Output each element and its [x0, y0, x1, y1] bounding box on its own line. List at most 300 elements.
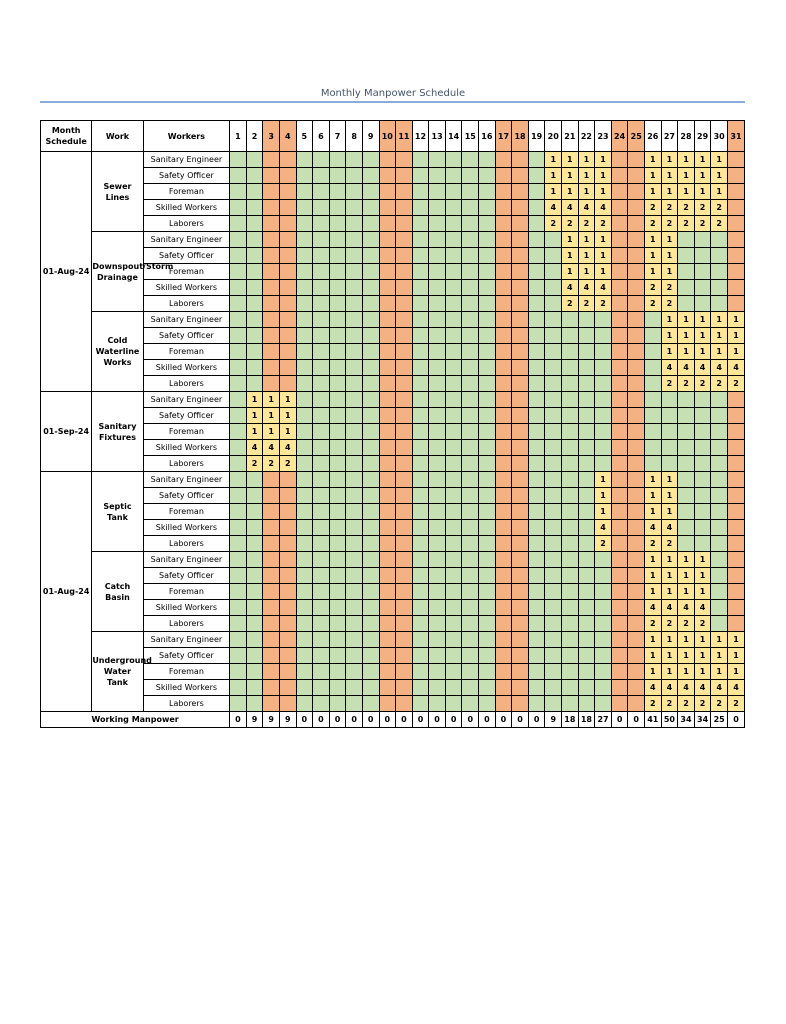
day-cell — [296, 280, 313, 296]
day-cell — [578, 472, 595, 488]
day-cell — [578, 504, 595, 520]
day-cell — [230, 680, 247, 696]
schedule-row — [41, 344, 745, 360]
day-cell — [562, 648, 579, 664]
manpower-cell: 1 — [545, 152, 562, 168]
weekend-cell — [379, 168, 396, 184]
daily-total: 0 — [362, 712, 379, 728]
weekend-cell — [727, 424, 744, 440]
weekend-cell — [628, 488, 645, 504]
day-cell — [329, 216, 346, 232]
daily-total: 0 — [346, 712, 363, 728]
day-cell — [445, 488, 462, 504]
day-cell — [429, 424, 446, 440]
weekend-cell — [279, 296, 296, 312]
day-cell — [545, 584, 562, 600]
weekend-cell — [379, 520, 396, 536]
worker-label: Foreman — [143, 344, 230, 360]
day-cell — [246, 344, 263, 360]
day-cell — [462, 696, 479, 712]
daily-total: 0 — [628, 712, 645, 728]
day-cell — [329, 504, 346, 520]
day-header: 10 — [379, 121, 396, 152]
weekend-cell — [379, 328, 396, 344]
day-cell — [296, 440, 313, 456]
schedule-row — [41, 200, 745, 216]
manpower-cell: 1 — [711, 344, 728, 360]
day-cell — [412, 552, 429, 568]
manpower-cell: 1 — [678, 328, 695, 344]
manpower-cell: 1 — [645, 152, 662, 168]
manpower-cell: 1 — [727, 344, 744, 360]
manpower-cell: 1 — [711, 664, 728, 680]
day-cell — [462, 376, 479, 392]
manpower-cell: 1 — [694, 168, 711, 184]
worker-label: Safety Officer — [143, 408, 230, 424]
day-cell — [462, 200, 479, 216]
weekend-cell — [263, 616, 280, 632]
day-cell — [313, 184, 330, 200]
day-cell — [362, 648, 379, 664]
day-cell — [362, 200, 379, 216]
day-cell — [462, 168, 479, 184]
day-cell — [296, 552, 313, 568]
day-cell — [678, 520, 695, 536]
manpower-cell: 4 — [727, 680, 744, 696]
day-cell — [595, 680, 612, 696]
day-cell — [329, 600, 346, 616]
day-cell — [246, 648, 263, 664]
day-cell — [578, 552, 595, 568]
manpower-cell: 1 — [661, 168, 678, 184]
day-cell — [429, 408, 446, 424]
day-cell — [545, 280, 562, 296]
day-cell — [562, 632, 579, 648]
day-cell — [445, 168, 462, 184]
day-cell — [362, 456, 379, 472]
day-cell — [445, 264, 462, 280]
day-cell — [346, 360, 363, 376]
manpower-cell: 1 — [545, 168, 562, 184]
day-cell — [694, 296, 711, 312]
day-cell — [578, 632, 595, 648]
day-cell — [329, 376, 346, 392]
worker-label: Foreman — [143, 424, 230, 440]
day-cell — [528, 424, 545, 440]
weekend-cell — [263, 696, 280, 712]
day-cell — [462, 584, 479, 600]
weekend-cell — [628, 312, 645, 328]
manpower-cell: 1 — [727, 312, 744, 328]
manpower-cell: 1 — [727, 648, 744, 664]
day-cell — [412, 280, 429, 296]
day-cell — [412, 408, 429, 424]
day-cell — [562, 600, 579, 616]
day-cell — [595, 664, 612, 680]
weekend-cell — [396, 568, 413, 584]
manpower-cell: 1 — [562, 152, 579, 168]
day-cell — [246, 184, 263, 200]
weekend-cell — [727, 200, 744, 216]
day-cell — [462, 152, 479, 168]
manpower-cell: 2 — [711, 376, 728, 392]
day-cell — [412, 584, 429, 600]
weekend-cell — [263, 360, 280, 376]
day-cell — [296, 152, 313, 168]
worker-label: Laborers — [143, 296, 230, 312]
day-cell — [445, 648, 462, 664]
day-cell — [429, 584, 446, 600]
day-cell — [429, 472, 446, 488]
day-cell — [246, 488, 263, 504]
day-cell — [412, 248, 429, 264]
day-cell — [462, 408, 479, 424]
day-cell — [528, 632, 545, 648]
day-cell — [346, 280, 363, 296]
weekend-cell — [628, 696, 645, 712]
weekend-cell — [628, 328, 645, 344]
day-cell — [346, 456, 363, 472]
weekend-cell — [396, 664, 413, 680]
day-cell — [296, 536, 313, 552]
day-cell — [562, 360, 579, 376]
day-cell — [694, 440, 711, 456]
weekend-cell — [263, 344, 280, 360]
schedule-row — [41, 456, 745, 472]
weekend-cell — [495, 408, 512, 424]
day-cell — [296, 424, 313, 440]
day-cell — [296, 632, 313, 648]
daily-total: 41 — [645, 712, 662, 728]
weekend-cell — [611, 552, 628, 568]
weekend-cell — [727, 520, 744, 536]
weekend-cell — [611, 216, 628, 232]
manpower-cell: 1 — [246, 392, 263, 408]
day-cell — [429, 232, 446, 248]
day-cell — [678, 488, 695, 504]
day-cell — [329, 248, 346, 264]
manpower-cell: 1 — [645, 552, 662, 568]
day-cell — [230, 200, 247, 216]
day-cell — [429, 456, 446, 472]
day-cell — [346, 376, 363, 392]
worker-label: Skilled Workers — [143, 280, 230, 296]
weekend-cell — [379, 424, 396, 440]
weekend-cell — [611, 168, 628, 184]
day-cell — [645, 328, 662, 344]
weekend-cell — [495, 376, 512, 392]
day-cell — [313, 168, 330, 184]
day-cell — [545, 392, 562, 408]
day-cell — [462, 648, 479, 664]
day-cell — [479, 648, 496, 664]
day-cell — [578, 440, 595, 456]
day-cell — [362, 488, 379, 504]
weekend-cell — [611, 680, 628, 696]
day-cell — [645, 392, 662, 408]
day-cell — [479, 488, 496, 504]
worker-label: Safety Officer — [143, 488, 230, 504]
weekend-cell — [512, 504, 529, 520]
weekend-cell — [396, 680, 413, 696]
weekend-cell — [396, 328, 413, 344]
day-cell — [445, 600, 462, 616]
manpower-cell: 1 — [694, 584, 711, 600]
weekend-cell — [512, 392, 529, 408]
day-cell — [412, 360, 429, 376]
day-cell — [362, 552, 379, 568]
day-cell — [230, 264, 247, 280]
day-cell — [313, 680, 330, 696]
day-cell — [230, 168, 247, 184]
day-cell — [362, 696, 379, 712]
day-cell — [246, 632, 263, 648]
manpower-cell: 1 — [645, 184, 662, 200]
worker-label: Safety Officer — [143, 168, 230, 184]
day-cell — [346, 184, 363, 200]
day-header: 12 — [412, 121, 429, 152]
day-cell — [362, 408, 379, 424]
weekend-cell — [611, 264, 628, 280]
weekend-cell — [495, 312, 512, 328]
day-cell — [246, 376, 263, 392]
worker-label: Sanitary Engineer — [143, 232, 230, 248]
day-cell — [412, 216, 429, 232]
day-cell — [362, 168, 379, 184]
weekend-cell — [727, 472, 744, 488]
day-cell — [462, 552, 479, 568]
day-cell — [362, 616, 379, 632]
weekend-cell — [396, 648, 413, 664]
weekend-cell — [512, 200, 529, 216]
day-cell — [528, 680, 545, 696]
weekend-cell — [379, 488, 396, 504]
weekend-cell — [611, 312, 628, 328]
day-cell — [479, 328, 496, 344]
day-cell — [445, 584, 462, 600]
day-cell — [346, 664, 363, 680]
weekend-cell — [279, 584, 296, 600]
day-cell — [230, 360, 247, 376]
day-cell — [462, 680, 479, 696]
day-cell — [528, 504, 545, 520]
day-cell — [329, 200, 346, 216]
day-cell — [479, 472, 496, 488]
day-cell — [595, 568, 612, 584]
day-cell — [694, 456, 711, 472]
weekend-cell — [628, 296, 645, 312]
weekend-cell — [396, 408, 413, 424]
day-cell — [562, 392, 579, 408]
weekend-cell — [279, 376, 296, 392]
worker-label: Skilled Workers — [143, 520, 230, 536]
day-cell — [445, 344, 462, 360]
weekend-cell — [495, 424, 512, 440]
day-cell — [346, 504, 363, 520]
weekend-cell — [279, 152, 296, 168]
day-cell — [313, 232, 330, 248]
day-cell — [296, 312, 313, 328]
day-cell — [479, 344, 496, 360]
manpower-cell: 1 — [661, 264, 678, 280]
day-cell — [462, 216, 479, 232]
day-cell — [595, 696, 612, 712]
day-cell — [545, 696, 562, 712]
day-cell — [445, 296, 462, 312]
day-cell — [429, 440, 446, 456]
day-cell — [362, 216, 379, 232]
day-header: 21 — [562, 121, 579, 152]
day-cell — [230, 616, 247, 632]
weekend-cell — [379, 376, 396, 392]
weekend-cell — [512, 152, 529, 168]
manpower-cell: 1 — [645, 632, 662, 648]
weekend-cell — [379, 344, 396, 360]
weekend-cell — [512, 216, 529, 232]
manpower-cell: 1 — [645, 648, 662, 664]
day-cell — [711, 568, 728, 584]
day-cell — [694, 280, 711, 296]
weekend-cell — [495, 264, 512, 280]
day-cell — [429, 312, 446, 328]
weekend-cell — [495, 232, 512, 248]
day-cell — [562, 696, 579, 712]
day-cell — [412, 376, 429, 392]
weekend-cell — [495, 488, 512, 504]
day-cell — [462, 568, 479, 584]
day-cell — [246, 232, 263, 248]
day-cell — [296, 472, 313, 488]
day-cell — [230, 568, 247, 584]
weekend-cell — [396, 360, 413, 376]
day-cell — [462, 392, 479, 408]
day-cell — [329, 520, 346, 536]
day-cell — [412, 488, 429, 504]
day-cell — [412, 392, 429, 408]
day-cell — [412, 632, 429, 648]
day-cell — [429, 376, 446, 392]
day-cell — [445, 408, 462, 424]
day-cell — [230, 344, 247, 360]
weekend-cell — [628, 536, 645, 552]
day-cell — [545, 632, 562, 648]
manpower-cell: 4 — [562, 280, 579, 296]
day-cell — [445, 664, 462, 680]
day-cell — [562, 504, 579, 520]
weekend-cell — [263, 312, 280, 328]
manpower-cell: 1 — [595, 168, 612, 184]
manpower-cell: 2 — [661, 296, 678, 312]
manpower-schedule-table — [40, 120, 745, 728]
manpower-cell: 2 — [694, 216, 711, 232]
day-cell — [246, 280, 263, 296]
day-cell — [445, 312, 462, 328]
day-cell — [412, 600, 429, 616]
work-label: Underground Water Tank — [92, 632, 143, 712]
day-header: 23 — [595, 121, 612, 152]
day-cell — [711, 536, 728, 552]
weekend-cell — [512, 536, 529, 552]
schedule-row — [41, 664, 745, 680]
day-cell — [429, 552, 446, 568]
manpower-cell: 1 — [661, 568, 678, 584]
manpower-cell: 1 — [678, 632, 695, 648]
day-cell — [545, 520, 562, 536]
day-cell — [429, 664, 446, 680]
day-cell — [528, 616, 545, 632]
daily-total: 9 — [263, 712, 280, 728]
day-cell — [429, 248, 446, 264]
manpower-cell: 1 — [645, 264, 662, 280]
weekend-cell — [727, 264, 744, 280]
daily-total: 0 — [296, 712, 313, 728]
manpower-cell: 4 — [661, 680, 678, 696]
weekend-cell — [495, 584, 512, 600]
weekend-cell — [628, 392, 645, 408]
day-cell — [313, 488, 330, 504]
day-cell — [479, 392, 496, 408]
manpower-cell: 2 — [661, 696, 678, 712]
weekend-cell — [279, 248, 296, 264]
day-cell — [479, 232, 496, 248]
day-cell — [429, 392, 446, 408]
day-cell — [462, 280, 479, 296]
day-cell — [296, 216, 313, 232]
weekend-cell — [379, 408, 396, 424]
manpower-cell: 1 — [661, 664, 678, 680]
day-cell — [296, 488, 313, 504]
weekend-cell — [611, 248, 628, 264]
day-cell — [313, 376, 330, 392]
weekend-cell — [628, 648, 645, 664]
day-cell — [329, 568, 346, 584]
worker-label: Safety Officer — [143, 568, 230, 584]
weekend-cell — [512, 648, 529, 664]
weekend-cell — [379, 280, 396, 296]
weekend-cell — [512, 664, 529, 680]
weekend-cell — [611, 376, 628, 392]
day-cell — [246, 168, 263, 184]
manpower-cell: 1 — [263, 392, 280, 408]
day-cell — [362, 392, 379, 408]
day-cell — [645, 344, 662, 360]
manpower-cell: 1 — [727, 328, 744, 344]
day-header: 7 — [329, 121, 346, 152]
day-cell — [346, 680, 363, 696]
weekend-cell — [396, 600, 413, 616]
weekend-cell — [279, 488, 296, 504]
day-cell — [346, 424, 363, 440]
worker-label: Laborers — [143, 696, 230, 712]
manpower-cell: 4 — [694, 680, 711, 696]
day-cell — [296, 392, 313, 408]
weekend-cell — [495, 152, 512, 168]
day-cell — [479, 456, 496, 472]
weekend-cell — [379, 264, 396, 280]
manpower-cell: 4 — [678, 680, 695, 696]
day-cell — [528, 520, 545, 536]
manpower-cell: 2 — [694, 200, 711, 216]
day-header: 28 — [678, 121, 695, 152]
day-cell — [462, 504, 479, 520]
weekend-cell — [495, 568, 512, 584]
weekend-cell — [379, 584, 396, 600]
weekend-cell — [263, 232, 280, 248]
day-cell — [711, 600, 728, 616]
manpower-cell: 2 — [694, 376, 711, 392]
day-cell — [678, 296, 695, 312]
month-label: 01-Sep-24 — [41, 392, 92, 472]
